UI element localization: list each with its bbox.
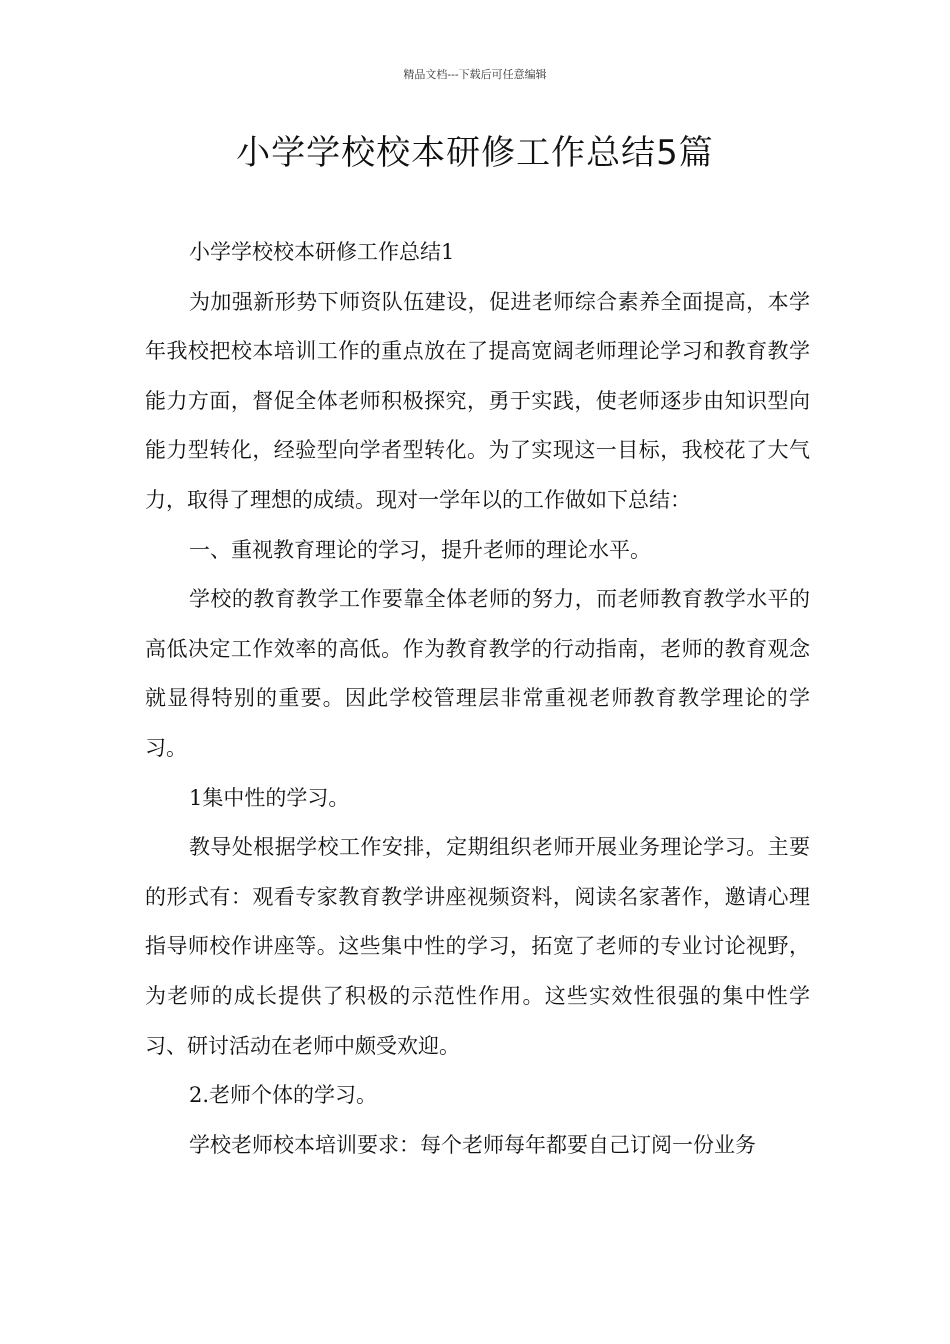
subsection-heading: 2.老师个体的学习。 — [189, 1083, 378, 1108]
paragraph: 学校老师校本培训要求：每个老师每年都要自己订阅一份业务 — [189, 1132, 756, 1157]
document-body — [145, 228, 810, 1170]
section-heading: 小学学校校本研修工作总结1 — [189, 240, 455, 264]
subsection-heading: 1集中性的学习。 — [189, 785, 350, 810]
paragraph: 学校的教育教学工作要靠全体老师的努力，而老师教育教学水平的高低决定工作效率的高低。作为教育教学的行动指南，老师的教育观念就显得特别的重要。因此学校管理层非常重视老师教育教学理论的学习。 — [145, 587, 810, 760]
document-title: 小学学校校本研修工作总结5篇 — [236, 133, 714, 173]
paragraph: 教导处根据学校工作安排，定期组织老师开展业务理论学习。主要的形式有：观看专家教育教学讲座视频资料，阅读名家著作，邀请心理指导师校作讲座等。这些集中性的学习，拓宽了老师的专业讨论视野，为老师的成长提供了积极的示范性作用。这些实效性很强的集中性学习、研讨活动在老师中颇受欢迎。 — [145, 835, 810, 1058]
header-note: 精品文档---下载后可任意编辑 — [403, 68, 547, 81]
paragraph: 为加强新形势下师资队伍建设，促进老师综合素养全面提高，本学年我校把校本培训工作的重点放在了提高宽阔老师理论学习和教育教学能力方面，督促全体老师积极探究，勇于实践，使老师逐步由知识型向能力型转化，经验型向学者型转化。为了实现这一目标，我校花了大气力，取得了理想的成绩。现对一学年以的工作做如下总结： — [145, 289, 810, 512]
section-heading: 一、重视教育理论的学习，提升老师的理论水平。 — [189, 537, 651, 562]
